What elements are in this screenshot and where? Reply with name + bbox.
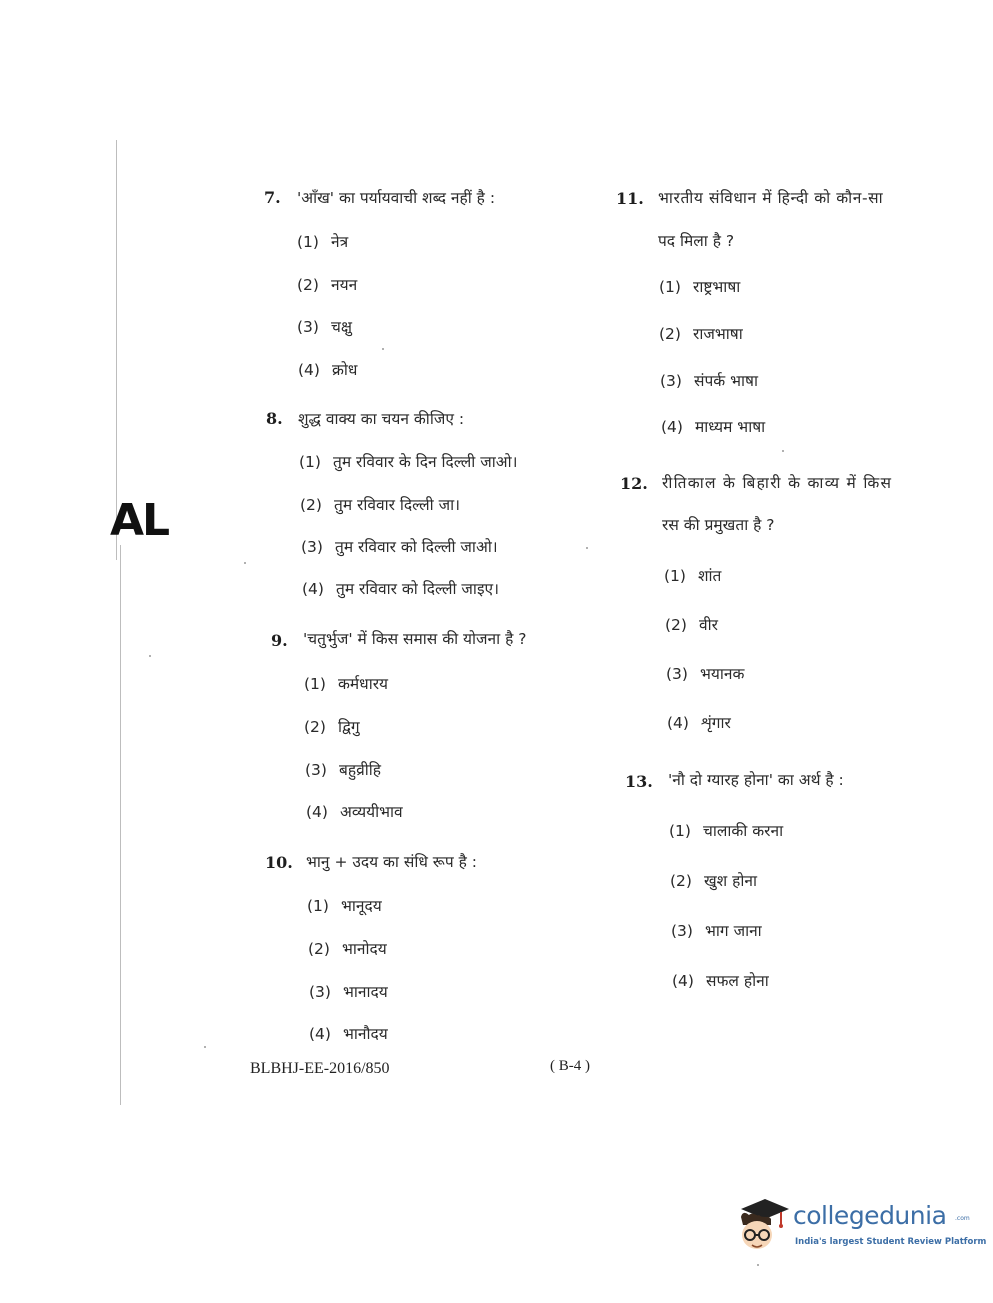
scan-speck: [382, 348, 384, 350]
question-number: 11.: [616, 189, 644, 208]
option: (4) माध्यम भाषा: [661, 418, 766, 436]
logo-tagline: India's largest Student Review Platform: [795, 1237, 987, 1247]
collegedunia-logo[interactable]: [735, 1195, 987, 1260]
option: (1) कर्मधारय: [304, 675, 389, 693]
option: (4) शृंगार: [667, 714, 731, 732]
option: (4) तुम रविवार को दिल्ली जाइए।: [302, 580, 500, 598]
scan-edge-line: [120, 545, 121, 1105]
question-number: 9.: [271, 631, 288, 650]
option: (1) तुम रविवार के दिन दिल्ली जाओ।: [299, 453, 518, 471]
scan-speck: [782, 450, 784, 452]
option: (3) बहुव्रीहि: [305, 761, 381, 779]
scan-speck: [244, 562, 246, 564]
option: (2) नयन: [297, 276, 358, 294]
question-number: 13.: [625, 772, 653, 791]
option: (3) तुम रविवार को दिल्ली जाओ।: [301, 538, 498, 556]
option: (2) राजभाषा: [659, 325, 743, 343]
scan-speck: [149, 655, 151, 657]
question-text-continued: रस की प्रमुखता है ?: [662, 516, 775, 534]
question-number: 10.: [265, 853, 293, 872]
option: (4) सफल होना: [672, 972, 769, 990]
option: (3) संपर्क भाषा: [660, 372, 758, 390]
question-text: 'चतुर्भुज' में किस समास की योजना है ?: [303, 630, 527, 648]
option: (2) वीर: [665, 616, 718, 634]
question-number: 12.: [620, 474, 648, 493]
option: (2) खुश होना: [670, 872, 758, 890]
option: (1) नेत्र: [297, 233, 349, 251]
mascot-icon: [735, 1195, 793, 1257]
margin-label: AL: [110, 495, 169, 546]
option: (2) तुम रविवार दिल्ली जा।: [300, 496, 460, 514]
option: (2) द्विगु: [304, 718, 360, 736]
logo-wordmark: collegedunia: [793, 1201, 947, 1230]
question-text: 'आँख' का पर्यायवाची शब्द नहीं है :: [297, 189, 496, 207]
scan-speck: [204, 1046, 206, 1048]
question-text-continued: पद मिला है ?: [658, 232, 735, 250]
question-number: 8.: [266, 409, 283, 428]
option: (3) भानादय: [309, 983, 388, 1001]
option: (3) चक्षु: [297, 318, 352, 336]
option: (4) क्रोध: [298, 361, 358, 379]
option: (3) भयानक: [666, 665, 745, 683]
paper-code: BLBHJ-EE-2016/850: [250, 1060, 390, 1077]
logo-suffix: .com: [955, 1215, 970, 1222]
question-text: शुद्ध वाक्य का चयन कीजिए :: [298, 410, 465, 428]
option: (2) भानोदय: [308, 940, 387, 958]
question-text: 'नौ दो ग्यारह होना' का अर्थ है :: [668, 771, 844, 789]
scan-speck: [586, 547, 588, 549]
option: (1) शांत: [664, 567, 722, 585]
option: (1) राष्ट्रभाषा: [659, 278, 741, 296]
scan-speck: [757, 1264, 759, 1266]
question-text: भानु + उदय का संधि रूप है :: [306, 853, 477, 871]
option: (1) भानूदय: [307, 897, 382, 915]
option: (4) भानौदय: [309, 1025, 388, 1043]
option: (4) अव्ययीभाव: [306, 803, 403, 821]
question-number: 7.: [264, 188, 281, 207]
question-text: रीतिकाल के बिहारी के काव्य में किस: [662, 474, 893, 492]
option: (1) चालाकी करना: [669, 822, 784, 840]
question-text: भारतीय संविधान में हिन्दी को कौन-सा: [658, 189, 884, 207]
page-number: ( B-4 ): [550, 1058, 590, 1074]
option: (3) भाग जाना: [671, 922, 762, 940]
